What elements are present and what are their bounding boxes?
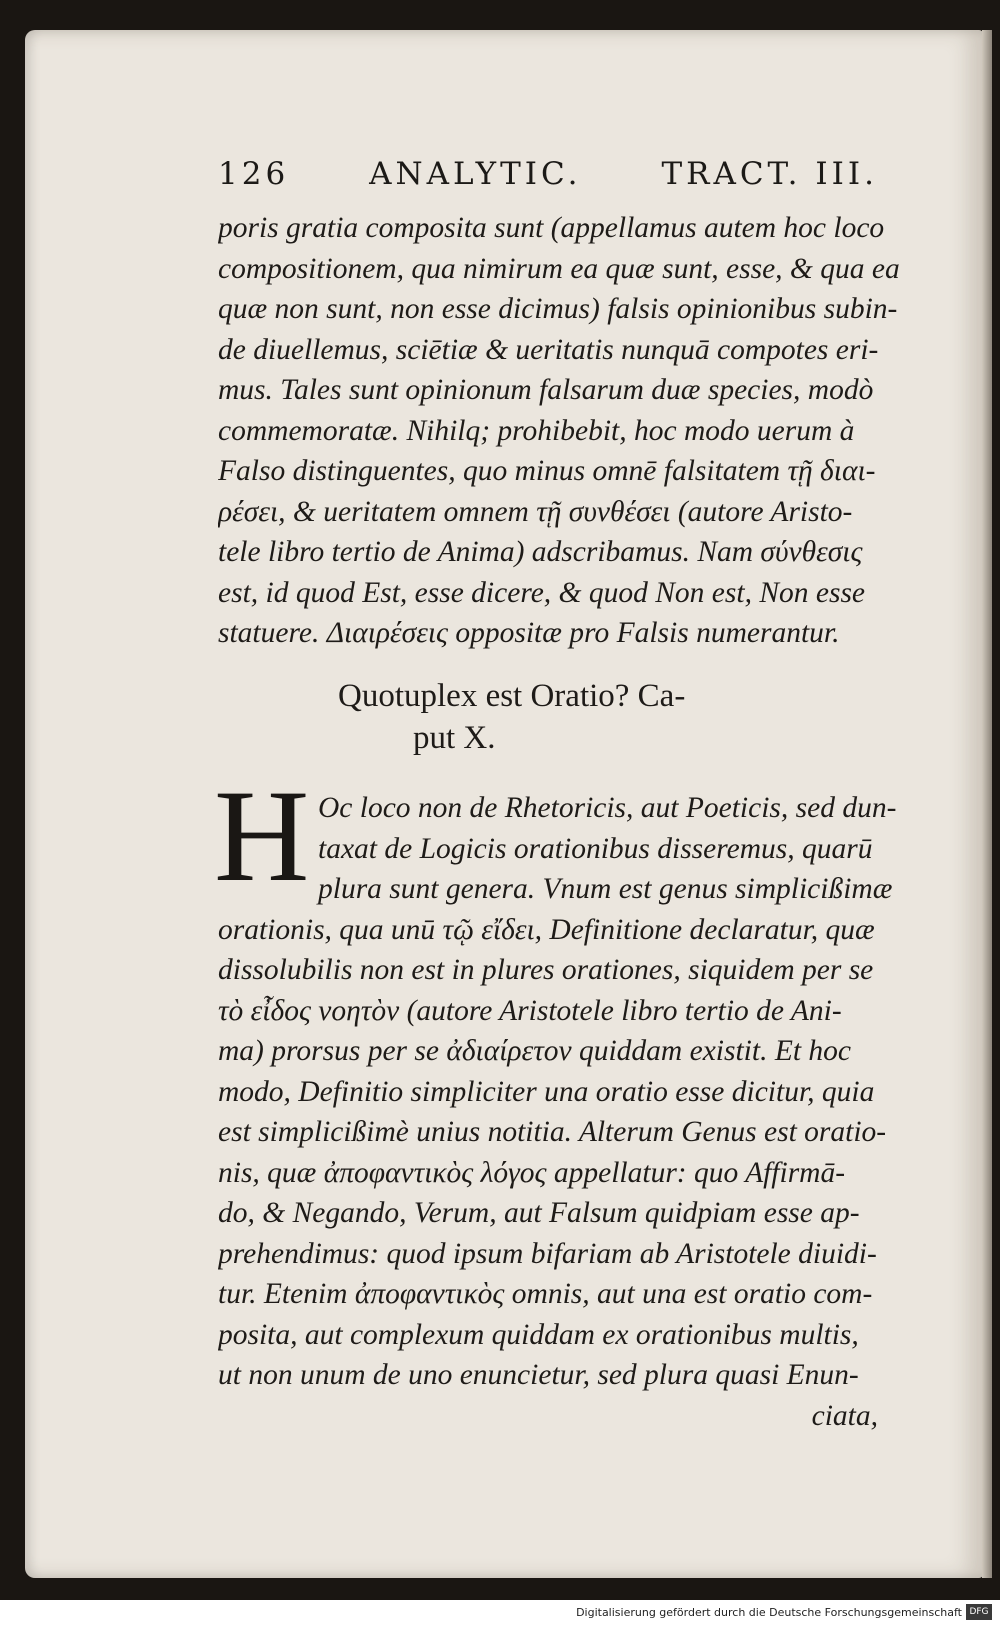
text-line: tur. Etenim ἀποφαντικὸς omnis, aut una est oratio com- <box>218 1278 873 1310</box>
text-line: plura sunt genera. Vnum est genus simplicißimæ <box>318 873 893 905</box>
text-block-2 <box>218 788 908 1436</box>
chapter-heading <box>338 675 858 759</box>
text-line: de diuellemus, sciētiæ & ueritatis nunquā compotes eri- <box>218 333 879 366</box>
text-line: tele libro tertio de Anima) adscribamus. Nam σύνθεσις <box>218 536 863 568</box>
text-line: ciata, <box>811 1399 878 1432</box>
text-line: commemoratæ. Nihilq; prohibebit, hoc modo uerum à <box>218 414 855 447</box>
page-number: 126 <box>218 156 290 192</box>
running-head <box>218 156 878 192</box>
text-line: Oc loco non de Rhetoricis, aut Poeticis, sed dun- <box>318 792 897 824</box>
text-line: compositionem, qua nimirum ea quæ sunt, esse, & qua ea <box>218 252 900 285</box>
running-head-right: TRACT. III. <box>661 156 878 192</box>
text-line: est, id quod Est, esse dicere, & quod Non est, Non esse <box>218 576 866 609</box>
text-line: modo, Definitio simpliciter una oratio esse dicitur, quia <box>218 1075 875 1108</box>
text-line: quæ non sunt, non esse dicimus) falsis opinionibus subin- <box>218 293 898 325</box>
text-line: orationis, qua unū τῷ εἴδει, Definitione declaratur, quæ <box>218 913 875 946</box>
text-line: ma) prorsus per se ἀδιαίρετον quiddam existit. Et hoc <box>218 1035 851 1067</box>
text-line: prehendimus: quod ipsum bifariam ab Aristotele diuidi- <box>218 1237 877 1270</box>
footer-bar <box>0 1600 1000 1628</box>
text-line: dissolubilis non est in plures orationes, siquidem per se <box>218 954 874 986</box>
drop-cap-initial: H <box>214 762 310 909</box>
dfg-logo: DFG <box>966 1604 992 1620</box>
text-line: statuere. Διαιρέσεις oppositæ pro Falsis numerantur. <box>218 617 840 649</box>
text-line: taxat de Logicis orationibus disseremus, quarū <box>318 832 873 865</box>
text-line: est simplicißimè unius notitia. Alterum Genus est oratio- <box>218 1116 887 1148</box>
digitization-credit: Digitalisierung gefördert durch die Deutsche Forschungsgemeinschaft <box>576 1606 962 1619</box>
text-line: τὸ εἶδος νοητὸν (autore Aristotele libro tertio de Ani- <box>218 994 842 1027</box>
text-block-1 <box>218 208 908 654</box>
text-line: nis, quæ ἀποφαντικὸς λόγος appellatur: quo Affirmā- <box>218 1156 846 1189</box>
text-line: poris gratia composita sunt (appellamus autem hoc loco <box>218 212 885 244</box>
running-head-left: ANALYTIC. <box>369 156 582 192</box>
text-line: posita, aut complexum quiddam ex orationibus multis, <box>218 1318 859 1351</box>
text-line: do, & Negando, Verum, aut Falsum quidpiam esse ap- <box>218 1197 860 1229</box>
text-line: ut non unum de uno enuncietur, sed plura quasi Enun- <box>218 1359 859 1391</box>
chapter-heading-line-2: put X. <box>413 720 496 756</box>
page-edge <box>982 30 992 1578</box>
text-line: Falso distinguentes, quo minus omnē falsitatem τῇ διαι- <box>218 455 876 487</box>
text-line: ρέσει, & ueritatem omnem τῇ συνθέσει (autore Aristo- <box>218 495 853 528</box>
chapter-heading-line-1: Quotuplex est Oratio? Ca- <box>338 678 686 714</box>
text-line: mus. Tales sunt opinionum falsarum duæ species, modò <box>218 374 874 406</box>
